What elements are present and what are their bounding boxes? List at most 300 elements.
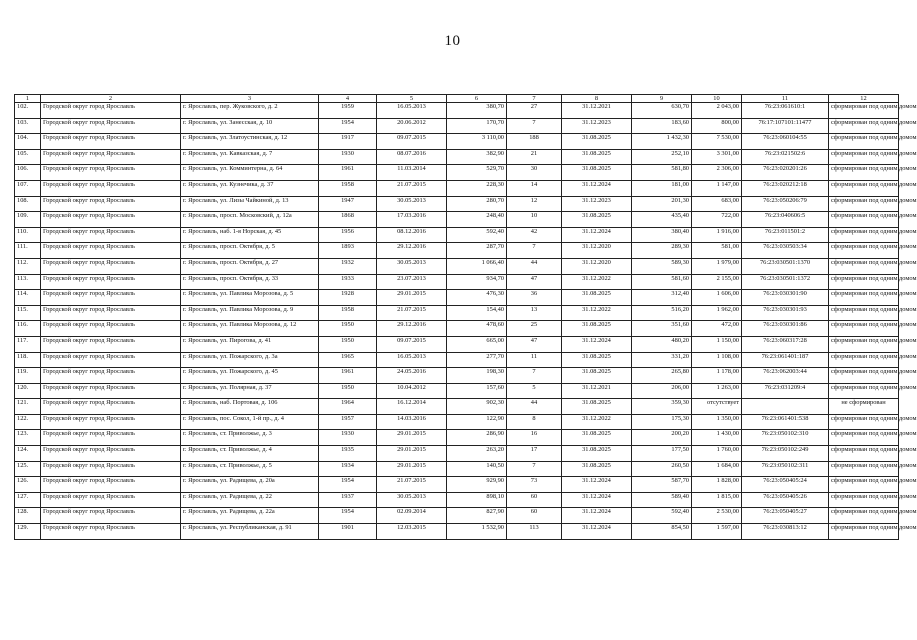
year-built-cell: 1950 — [319, 321, 377, 337]
area-2-cell: 589,40 — [632, 492, 692, 508]
date-cell: 08.12.2016 — [377, 227, 447, 243]
deadline-cell: 31.12.2024 — [562, 227, 632, 243]
area-2-cell: 201,30 — [632, 196, 692, 212]
table-row — [15, 118, 899, 134]
land-area-cell: 1 606,00 — [692, 290, 742, 306]
residents-cell: 13 — [507, 305, 562, 321]
deadline-cell: 31.12.2024 — [562, 336, 632, 352]
area-cell: 934,70 — [447, 274, 507, 290]
row-number-cell: 126. — [15, 477, 41, 493]
municipality-cell: Городской округ город Ярославль — [41, 258, 181, 274]
address-cell: г. Ярославль, ст. Приволжье, д. 4 — [181, 446, 319, 462]
area-cell: 1 066,40 — [447, 258, 507, 274]
date-cell: 20.06.2012 — [377, 118, 447, 134]
deadline-cell: 31.08.2025 — [562, 165, 632, 181]
land-status-cell: сформирован под одним домом — [829, 165, 899, 181]
residents-cell: 44 — [507, 258, 562, 274]
address-cell: г. Ярославль, ул. Пирогова, д. 41 — [181, 336, 319, 352]
area-2-cell: 177,50 — [632, 446, 692, 462]
row-number-cell: 123. — [15, 430, 41, 446]
municipality-cell: Городской округ город Ярославль — [41, 477, 181, 493]
date-cell: 21.07.2015 — [377, 477, 447, 493]
area-2-cell: 380,40 — [632, 227, 692, 243]
row-number-cell: 128. — [15, 508, 41, 524]
column-number-header: 1 — [15, 95, 41, 103]
cadastral-number-cell: 76:23:031209:4 — [742, 383, 829, 399]
row-number-cell: 115. — [15, 305, 41, 321]
land-area-cell: 683,00 — [692, 196, 742, 212]
deadline-cell: 31.12.2023 — [562, 118, 632, 134]
date-cell: 17.03.2016 — [377, 212, 447, 228]
land-status-cell: сформирован под одним домом — [829, 258, 899, 274]
address-cell: г. Ярославль, ул. Полярная, д. 37 — [181, 383, 319, 399]
municipality-cell: Городской округ город Ярославль — [41, 274, 181, 290]
housing-registry-table — [14, 94, 917, 540]
area-cell: 277,70 — [447, 352, 507, 368]
column-number-header: 8 — [562, 95, 632, 103]
municipality-cell: Городской округ город Ярославль — [41, 352, 181, 368]
land-status-cell: сформирован под одним домом — [829, 368, 899, 384]
row-number-cell: 105. — [15, 149, 41, 165]
date-cell: 29.01.2015 — [377, 290, 447, 306]
year-built-cell: 1964 — [319, 399, 377, 415]
cadastral-number-cell: 76:23:061610:1 — [742, 103, 829, 119]
table-row — [15, 492, 899, 508]
cadastral-number-cell: 76:23:030501:1372 — [742, 274, 829, 290]
cadastral-number-cell: 76:23:030503:34 — [742, 243, 829, 259]
residents-cell: 7 — [507, 118, 562, 134]
area-2-cell: 630,70 — [632, 103, 692, 119]
date-cell: 30.05.2013 — [377, 258, 447, 274]
municipality-cell: Городской округ город Ярославль — [41, 165, 181, 181]
year-built-cell: 1958 — [319, 305, 377, 321]
table-row — [15, 212, 899, 228]
area-cell: 157,60 — [447, 383, 507, 399]
deadline-cell: 31.12.2024 — [562, 477, 632, 493]
area-2-cell: 589,30 — [632, 258, 692, 274]
cadastral-number-cell: 76:23:060104:55 — [742, 134, 829, 150]
column-number-header: 2 — [41, 95, 181, 103]
address-cell: г. Ярославль, ул. Кузнечика, д. 37 — [181, 180, 319, 196]
cadastral-number-cell: 76:23:030301:93 — [742, 305, 829, 321]
land-area-cell: 722,00 — [692, 212, 742, 228]
address-cell: г. Ярославль, просп. Октября, д. 5 — [181, 243, 319, 259]
area-cell: 228,30 — [447, 180, 507, 196]
land-area-cell: 1 962,00 — [692, 305, 742, 321]
deadline-cell: 31.12.2020 — [562, 243, 632, 259]
land-area-cell: 2 155,00 — [692, 274, 742, 290]
year-built-cell: 1868 — [319, 212, 377, 228]
area-cell: 898,10 — [447, 492, 507, 508]
cadastral-number-cell: 76:23:062003:44 — [742, 368, 829, 384]
land-area-cell: 1 430,00 — [692, 430, 742, 446]
area-2-cell: 181,00 — [632, 180, 692, 196]
cadastral-number-cell: 76:23:011501:2 — [742, 227, 829, 243]
land-status-cell: сформирован под одним домом — [829, 149, 899, 165]
land-status-cell: сформирован под одним домом — [829, 103, 899, 119]
year-built-cell: 1956 — [319, 227, 377, 243]
land-status-cell: сформирован под одним домом — [829, 414, 899, 430]
cadastral-number-cell: 76:23:030501:1370 — [742, 258, 829, 274]
land-area-cell: 2 306,00 — [692, 165, 742, 181]
year-built-cell: 1932 — [319, 258, 377, 274]
land-area-cell: 1 815,00 — [692, 492, 742, 508]
residents-cell: 14 — [507, 180, 562, 196]
municipality-cell: Городской округ город Ярославль — [41, 243, 181, 259]
table-row — [15, 290, 899, 306]
area-cell: 529,70 — [447, 165, 507, 181]
row-number-cell: 107. — [15, 180, 41, 196]
deadline-cell: 31.12.2021 — [562, 383, 632, 399]
area-2-cell: 581,80 — [632, 165, 692, 181]
land-status-cell: сформирован под одним домом — [829, 118, 899, 134]
area-2-cell: 359,30 — [632, 399, 692, 415]
year-built-cell: 1961 — [319, 165, 377, 181]
municipality-cell: Городской округ город Ярославль — [41, 524, 181, 540]
residents-cell: 188 — [507, 134, 562, 150]
municipality-cell: Городской округ город Ярославль — [41, 149, 181, 165]
land-status-cell: сформирован под одним домом — [829, 321, 899, 337]
area-2-cell: 312,40 — [632, 290, 692, 306]
date-cell: 30.05.2013 — [377, 196, 447, 212]
area-2-cell: 480,20 — [632, 336, 692, 352]
date-cell: 16.12.2014 — [377, 399, 447, 415]
year-built-cell: 1959 — [319, 103, 377, 119]
land-status-cell: сформирован под одним домом — [829, 524, 899, 540]
year-built-cell: 1901 — [319, 524, 377, 540]
address-cell: г. Ярославль, наб. 1-я Норская, д. 45 — [181, 227, 319, 243]
cadastral-number-cell: 76:23:040606:5 — [742, 212, 829, 228]
table-row — [15, 196, 899, 212]
cadastral-number-cell: 76:23:021502:6 — [742, 149, 829, 165]
year-built-cell: 1930 — [319, 430, 377, 446]
deadline-cell: 31.08.2025 — [562, 212, 632, 228]
area-cell: 902,30 — [447, 399, 507, 415]
cadastral-number-cell: 76:23:050405:27 — [742, 508, 829, 524]
address-cell: г. Ярославль, ул. Комминтерна, д. 64 — [181, 165, 319, 181]
residents-cell: 47 — [507, 336, 562, 352]
residents-cell: 113 — [507, 524, 562, 540]
deadline-cell: 31.12.2024 — [562, 492, 632, 508]
address-cell: г. Ярославль, ул. Радищева, д. 22а — [181, 508, 319, 524]
land-area-cell: 1 108,00 — [692, 352, 742, 368]
cadastral-number-cell — [742, 399, 829, 415]
date-cell: 24.05.2016 — [377, 368, 447, 384]
table-row — [15, 524, 899, 540]
row-number-cell: 120. — [15, 383, 41, 399]
address-cell: г. Ярославль, ст. Приволжье, д. 5 — [181, 461, 319, 477]
area-cell: 140,50 — [447, 461, 507, 477]
area-cell: 665,00 — [447, 336, 507, 352]
municipality-cell: Городской округ город Ярославль — [41, 492, 181, 508]
residents-cell: 7 — [507, 461, 562, 477]
table-row — [15, 149, 899, 165]
table-row — [15, 508, 899, 524]
address-cell: г. Ярославль, ул. Пожарского, д. 45 — [181, 368, 319, 384]
year-built-cell: 1935 — [319, 446, 377, 462]
area-cell: 280,70 — [447, 196, 507, 212]
land-status-cell: сформирован под одним домом — [829, 446, 899, 462]
row-number-cell: 125. — [15, 461, 41, 477]
date-cell: 09.07.2015 — [377, 134, 447, 150]
date-cell: 23.07.2013 — [377, 274, 447, 290]
land-status-cell: сформирован под одним домом — [829, 352, 899, 368]
table-row — [15, 227, 899, 243]
land-status-cell: сформирован под одним домом — [829, 290, 899, 306]
column-number-header: 6 — [447, 95, 507, 103]
row-number-cell: 110. — [15, 227, 41, 243]
cadastral-number-cell: 76:23:020212:18 — [742, 180, 829, 196]
table-row — [15, 399, 899, 415]
area-cell: 170,70 — [447, 118, 507, 134]
land-area-cell: 1 597,00 — [692, 524, 742, 540]
row-number-cell: 117. — [15, 336, 41, 352]
land-status-cell: сформирован под одним домом — [829, 274, 899, 290]
municipality-cell: Городской округ город Ярославль — [41, 508, 181, 524]
municipality-cell: Городской округ город Ярославль — [41, 227, 181, 243]
area-2-cell: 1 432,30 — [632, 134, 692, 150]
residents-cell: 42 — [507, 227, 562, 243]
cadastral-number-cell: 76:17:107101:11477 — [742, 118, 829, 134]
deadline-cell: 31.08.2025 — [562, 290, 632, 306]
date-cell: 21.07.2015 — [377, 305, 447, 321]
land-area-cell: 581,00 — [692, 243, 742, 259]
cadastral-number-cell: 76:23:061401:187 — [742, 352, 829, 368]
residents-cell: 10 — [507, 212, 562, 228]
municipality-cell: Городской округ город Ярославль — [41, 118, 181, 134]
area-2-cell: 260,50 — [632, 461, 692, 477]
area-cell: 592,40 — [447, 227, 507, 243]
residents-cell: 60 — [507, 508, 562, 524]
date-cell: 29.01.2015 — [377, 461, 447, 477]
deadline-cell: 31.12.2024 — [562, 180, 632, 196]
row-number-cell: 121. — [15, 399, 41, 415]
land-area-cell: 1 178,00 — [692, 368, 742, 384]
land-area-cell: 472,00 — [692, 321, 742, 337]
table-row — [15, 368, 899, 384]
deadline-cell: 31.12.2022 — [562, 274, 632, 290]
date-cell: 12.03.2015 — [377, 524, 447, 540]
municipality-cell: Городской округ город Ярославль — [41, 212, 181, 228]
municipality-cell: Городской округ город Ярославль — [41, 414, 181, 430]
land-area-cell: 1 263,00 — [692, 383, 742, 399]
land-area-cell: 1 150,00 — [692, 336, 742, 352]
land-status-cell: сформирован под одним домом — [829, 227, 899, 243]
land-area-cell: 1 916,00 — [692, 227, 742, 243]
area-2-cell: 351,60 — [632, 321, 692, 337]
deadline-cell: 31.08.2025 — [562, 321, 632, 337]
table-body — [15, 103, 917, 540]
cadastral-number-cell: 76:23:050102:311 — [742, 461, 829, 477]
residents-cell: 47 — [507, 274, 562, 290]
address-cell: г. Ярославль, ул. Радищева, д. 20а — [181, 477, 319, 493]
land-status-cell: сформирован под одним домом — [829, 196, 899, 212]
cadastral-number-cell: 76:23:061401:538 — [742, 414, 829, 430]
residents-cell: 27 — [507, 103, 562, 119]
deadline-cell: 31.08.2025 — [562, 446, 632, 462]
cadastral-number-cell: 76:23:050102:249 — [742, 446, 829, 462]
land-status-cell: не сформирован — [829, 399, 899, 415]
area-2-cell: 265,80 — [632, 368, 692, 384]
area-cell: 122,90 — [447, 414, 507, 430]
date-cell: 16.05.2013 — [377, 103, 447, 119]
municipality-cell: Городской округ город Ярославль — [41, 180, 181, 196]
residents-cell: 7 — [507, 368, 562, 384]
year-built-cell: 1917 — [319, 134, 377, 150]
residents-cell: 11 — [507, 352, 562, 368]
municipality-cell: Городской округ город Ярославль — [41, 430, 181, 446]
area-cell: 827,90 — [447, 508, 507, 524]
cadastral-number-cell: 76:23:030301:90 — [742, 290, 829, 306]
residents-cell: 8 — [507, 414, 562, 430]
land-status-cell: сформирован под одним домом — [829, 336, 899, 352]
residents-cell: 7 — [507, 243, 562, 259]
table-row — [15, 336, 899, 352]
area-cell: 263,20 — [447, 446, 507, 462]
address-cell: г. Ярославль, ул. Занесская, д. 10 — [181, 118, 319, 134]
area-cell: 478,60 — [447, 321, 507, 337]
date-cell: 21.07.2015 — [377, 180, 447, 196]
area-2-cell: 581,60 — [632, 274, 692, 290]
deadline-cell: 31.12.2024 — [562, 508, 632, 524]
row-number-cell: 127. — [15, 492, 41, 508]
land-status-cell: сформирован под одним домом — [829, 243, 899, 259]
residents-cell: 25 — [507, 321, 562, 337]
year-built-cell: 1928 — [319, 290, 377, 306]
deadline-cell: 31.12.2022 — [562, 414, 632, 430]
deadline-cell: 31.08.2025 — [562, 461, 632, 477]
address-cell: г. Ярославль, просп. Московский, д. 12а — [181, 212, 319, 228]
area-2-cell: 289,30 — [632, 243, 692, 259]
address-cell: г. Ярославль, пер. Жуковского, д. 2 — [181, 103, 319, 119]
address-cell: г. Ярославль, ул. Лизы Чайкиной, д. 13 — [181, 196, 319, 212]
table-row — [15, 180, 899, 196]
year-built-cell: 1933 — [319, 274, 377, 290]
cadastral-number-cell: 76:23:020201:26 — [742, 165, 829, 181]
land-status-cell: сформирован под одним домом — [829, 430, 899, 446]
municipality-cell: Городской округ город Ярославль — [41, 134, 181, 150]
date-cell: 29.12.2016 — [377, 321, 447, 337]
land-area-cell: 7 530,00 — [692, 134, 742, 150]
address-cell: г. Ярославль, ул. Пожарского, д. 3а — [181, 352, 319, 368]
residents-cell: 30 — [507, 165, 562, 181]
year-built-cell: 1954 — [319, 508, 377, 524]
date-cell: 29.01.2015 — [377, 446, 447, 462]
land-area-cell: 1 684,00 — [692, 461, 742, 477]
deadline-cell: 31.08.2025 — [562, 430, 632, 446]
deadline-cell: 31.08.2025 — [562, 134, 632, 150]
date-cell: 16.05.2013 — [377, 352, 447, 368]
area-cell: 929,90 — [447, 477, 507, 493]
row-number-cell: 102. — [15, 103, 41, 119]
land-status-cell: сформирован под одним домом — [829, 461, 899, 477]
column-number-header: 9 — [632, 95, 692, 103]
area-cell: 248,40 — [447, 212, 507, 228]
land-area-cell: 2 043,00 — [692, 103, 742, 119]
row-number-cell: 124. — [15, 446, 41, 462]
address-cell: г. Ярославль, ул. Павлика Морозова, д. 12 — [181, 321, 319, 337]
land-area-cell: 1 979,00 — [692, 258, 742, 274]
row-number-cell: 122. — [15, 414, 41, 430]
address-cell: г. Ярославль, ст. Приволжье, д. 3 — [181, 430, 319, 446]
land-area-cell: 1 147,00 — [692, 180, 742, 196]
area-cell: 286,90 — [447, 430, 507, 446]
date-cell: 08.07.2016 — [377, 149, 447, 165]
area-2-cell: 516,20 — [632, 305, 692, 321]
year-built-cell: 1950 — [319, 383, 377, 399]
address-cell: г. Ярославль, ул. Павлика Морозова, д. 5 — [181, 290, 319, 306]
row-number-cell: 109. — [15, 212, 41, 228]
municipality-cell: Городской округ город Ярославль — [41, 383, 181, 399]
municipality-cell: Городской округ город Ярославль — [41, 196, 181, 212]
cadastral-number-cell: 76:23:030301:86 — [742, 321, 829, 337]
table-row — [15, 305, 899, 321]
date-cell: 14.03.2016 — [377, 414, 447, 430]
residents-cell: 5 — [507, 383, 562, 399]
table-row — [15, 461, 899, 477]
column-number-header: 5 — [377, 95, 447, 103]
area-cell: 154,40 — [447, 305, 507, 321]
land-status-cell: сформирован под одним домом — [829, 305, 899, 321]
year-built-cell: 1958 — [319, 180, 377, 196]
area-2-cell: 252,10 — [632, 149, 692, 165]
land-status-cell: сформирован под одним домом — [829, 477, 899, 493]
municipality-cell: Городской округ город Ярославль — [41, 368, 181, 384]
cadastral-number-cell: 76:23:050102:310 — [742, 430, 829, 446]
year-built-cell: 1954 — [319, 118, 377, 134]
land-area-cell: 1 350,00 — [692, 414, 742, 430]
year-built-cell: 1965 — [319, 352, 377, 368]
land-area-cell: 800,00 — [692, 118, 742, 134]
column-number-header: 3 — [181, 95, 319, 103]
cadastral-number-cell: 76:23:030813:12 — [742, 524, 829, 540]
municipality-cell: Городской округ город Ярославль — [41, 290, 181, 306]
date-cell: 10.04.2012 — [377, 383, 447, 399]
address-cell: г. Ярославль, наб. Портовая, д. 106 — [181, 399, 319, 415]
municipality-cell: Городской округ город Ярославль — [41, 103, 181, 119]
date-cell: 29.01.2015 — [377, 430, 447, 446]
residents-cell: 44 — [507, 399, 562, 415]
table-row — [15, 430, 899, 446]
municipality-cell: Городской округ город Ярославль — [41, 336, 181, 352]
area-cell: 380,70 — [447, 103, 507, 119]
municipality-cell: Городской округ город Ярославль — [41, 321, 181, 337]
row-number-cell: 106. — [15, 165, 41, 181]
table-row — [15, 352, 899, 368]
year-built-cell: 1937 — [319, 492, 377, 508]
table-row — [15, 103, 899, 119]
table-row — [15, 414, 899, 430]
area-cell: 1 532,90 — [447, 524, 507, 540]
area-2-cell: 587,70 — [632, 477, 692, 493]
year-built-cell: 1893 — [319, 243, 377, 259]
land-area-cell: 1 760,00 — [692, 446, 742, 462]
cadastral-number-cell: 76:23:050405:26 — [742, 492, 829, 508]
deadline-cell: 31.12.2020 — [562, 258, 632, 274]
row-number-cell: 113. — [15, 274, 41, 290]
year-built-cell: 1947 — [319, 196, 377, 212]
date-cell: 02.09.2014 — [377, 508, 447, 524]
area-2-cell: 206,00 — [632, 383, 692, 399]
residents-cell: 21 — [507, 149, 562, 165]
land-area-cell: 3 301,00 — [692, 149, 742, 165]
column-number-row — [15, 95, 899, 103]
row-number-cell: 112. — [15, 258, 41, 274]
land-status-cell: сформирован под одним домом — [829, 508, 899, 524]
residents-cell: 16 — [507, 430, 562, 446]
deadline-cell: 31.12.2023 — [562, 196, 632, 212]
table-row — [15, 134, 899, 150]
